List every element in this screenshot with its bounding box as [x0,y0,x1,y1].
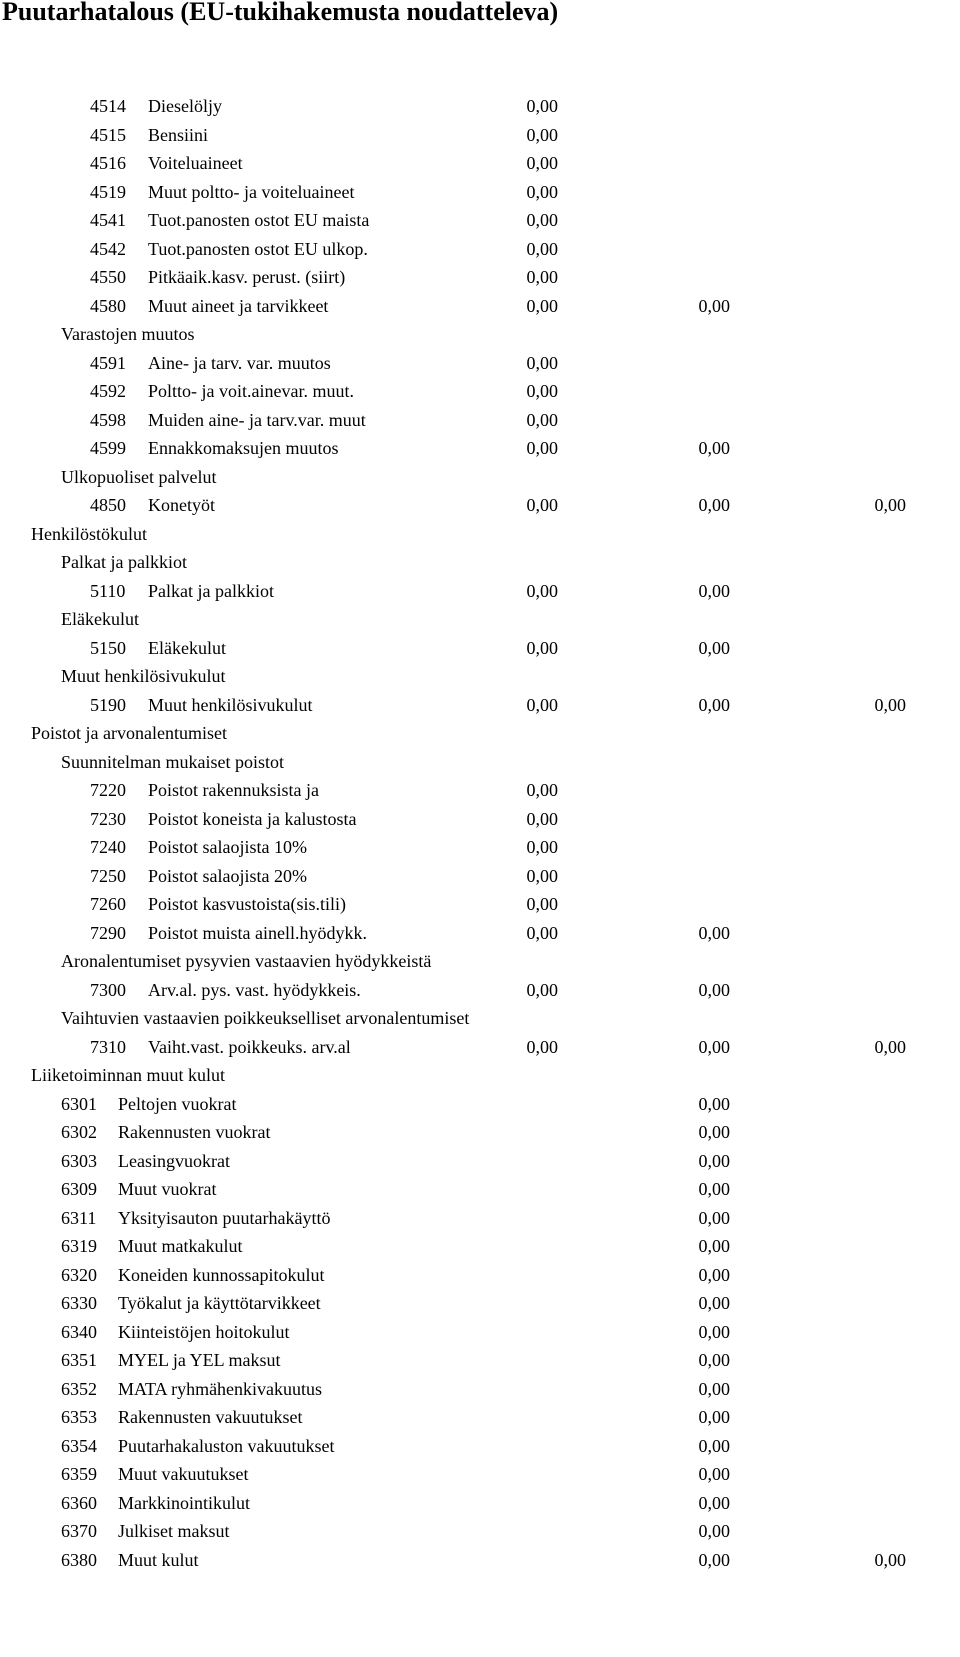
account-name: Muut vuokrat [118,1179,217,1199]
section-heading [0,1004,960,1032]
amount-c2: 0,00 [698,979,730,1000]
account-code: 6319 [61,1236,97,1256]
amount-c2: 0,00 [698,1435,730,1456]
section-title: Poistot ja arvonalentumiset [31,723,227,743]
account-name: Palkat ja palkkiot [148,580,274,601]
account-row [0,491,960,519]
account-code: 6302 [61,1122,97,1142]
account-row [0,862,960,890]
account-name: Tuot.panosten ostot EU ulkop. [148,238,368,259]
account-code: 4580 [90,295,126,316]
amount-c2: 0,00 [698,295,730,316]
account-name: Poistot rakennuksista ja [148,780,319,800]
account-code: 5110 [90,580,126,601]
account-name: Vaiht.vast. poikkeuks. arv.al [148,1036,351,1057]
amount-c2: 0,00 [698,1207,730,1228]
section-title: Eläkekulut [61,609,139,629]
account-row [0,919,960,947]
account-name: Muut matkakulut [118,1236,243,1256]
amount-c1: 0,00 [526,96,558,116]
account-row [0,1118,960,1146]
account-code: 7300 [90,979,126,1000]
account-row [0,577,960,605]
amount-c3: 0,00 [874,1549,906,1570]
account-row [0,1204,960,1232]
account-name: Muut henkilösivukulut [148,694,313,715]
amount-c2: 0,00 [698,694,730,715]
amount-c1: 0,00 [526,894,558,914]
amount-c1: 0,00 [526,267,558,287]
amount-c2: 0,00 [698,1549,730,1570]
amount-c1: 0,00 [526,238,558,259]
amount-c1: 0,00 [526,808,558,829]
account-code: 6301 [61,1093,97,1114]
account-row [0,1232,960,1260]
account-name: Leasingvuokrat [118,1150,230,1171]
account-name: Poistot salaojista 10% [148,837,307,857]
account-row [0,1261,960,1289]
account-code: 5190 [90,694,126,715]
amount-c2: 0,00 [698,1521,730,1541]
page-title: Puutarhatalous (EU-tukihakemusta noudatteleva) [2,0,559,26]
account-name: MATA ryhmähenkivakuutus [118,1378,323,1399]
amount-c3: 0,00 [874,694,906,715]
account-name: Poistot salaojista 20% [148,865,307,886]
account-row [0,206,960,234]
account-row [0,292,960,320]
account-code: 6352 [61,1378,97,1399]
amount-c2: 0,00 [698,1492,730,1513]
account-code: 4598 [90,409,126,430]
account-code: 6359 [61,1464,97,1484]
account-row [0,976,960,1004]
account-name: Poistot muista ainell.hyödykk. [148,922,367,943]
account-row [0,377,960,405]
account-row [0,1460,960,1488]
account-row [0,1033,960,1061]
account-code: 7260 [90,894,126,914]
amount-c1: 0,00 [526,438,558,458]
account-name: Pitkäaik.kasv. perust. (siirt) [148,267,346,287]
account-code: 4515 [90,124,126,145]
account-name: Poistot koneista ja kalustosta [148,808,357,829]
account-code: 6353 [61,1407,97,1427]
account-code: 4516 [90,153,126,173]
section-heading [0,605,960,633]
amount-c2: 0,00 [698,1378,730,1399]
account-name: Voiteluaineet [148,153,243,173]
account-row [0,1175,960,1203]
amount-c1: 0,00 [526,979,558,1000]
account-name: Konetyöt [148,495,215,515]
amount-c2: 0,00 [698,1150,730,1171]
section-title: Vaihtuvien vastaavien poikkeukselliset arvonalentumiset [61,1008,470,1028]
account-row [0,1289,960,1317]
account-name: Työkalut ja käyttötarvikkeet [118,1293,321,1313]
account-row [0,92,960,120]
amount-c1: 0,00 [526,495,558,515]
section-title: Henkilöstökulut [31,523,147,544]
account-name: Puutarhakaluston vakuutukset [118,1435,335,1456]
account-row [0,1318,960,1346]
amount-c1: 0,00 [526,210,558,230]
account-row [0,1517,960,1545]
account-name: Muut kulut [118,1549,199,1570]
section-title: Palkat ja palkkiot [61,552,187,572]
amount-c2: 0,00 [698,1407,730,1427]
account-row [0,178,960,206]
account-code: 7290 [90,922,126,943]
amount-c2: 0,00 [698,1236,730,1256]
section-title: Muut henkilösivukulut [61,666,226,686]
section-heading [0,1061,960,1089]
account-code: 6330 [61,1293,97,1313]
account-name: Markkinointikulut [118,1492,250,1513]
amount-c1: 0,00 [526,780,558,800]
account-code: 6340 [61,1321,97,1342]
account-code: 6351 [61,1350,97,1370]
amount-c2: 0,00 [698,922,730,943]
account-row [0,1403,960,1431]
account-name: Dieselöljy [148,96,222,116]
account-row [0,634,960,662]
account-code: 7220 [90,780,126,800]
amount-c2: 0,00 [698,1179,730,1199]
amount-c1: 0,00 [526,295,558,316]
account-code: 4542 [90,238,126,259]
account-name: MYEL ja YEL maksut [118,1350,281,1370]
account-row [0,890,960,918]
account-row [0,691,960,719]
account-code: 4541 [90,210,126,230]
section-title: Liiketoiminnan muut kulut [31,1065,225,1085]
account-name: Aine- ja tarv. var. muutos [148,352,331,373]
section-heading [0,662,960,690]
account-row [0,406,960,434]
account-code: 4514 [90,96,126,116]
account-row [0,1546,960,1574]
account-row [0,1489,960,1517]
amount-c1: 0,00 [526,381,558,401]
account-code: 7310 [90,1036,126,1057]
amount-c1: 0,00 [526,1036,558,1057]
amount-c2: 0,00 [698,637,730,658]
amount-c3: 0,00 [874,495,906,515]
account-name: Muiden aine- ja tarv.var. muut [148,409,366,430]
amount-c2: 0,00 [698,580,730,601]
amount-c1: 0,00 [526,637,558,658]
account-code: 6380 [61,1549,97,1570]
account-name: Kiinteistöjen hoitokulut [118,1321,290,1342]
account-name: Tuot.panosten ostot EU maista [148,210,370,230]
account-name: Ennakkomaksujen muutos [148,438,339,458]
account-code: 4550 [90,267,126,287]
section-heading [0,748,960,776]
account-row [0,349,960,377]
amount-c2: 0,00 [698,1122,730,1142]
account-row [0,121,960,149]
account-name: Julkiset maksut [118,1521,230,1541]
account-name: Rakennusten vuokrat [118,1122,271,1142]
amount-c3: 0,00 [874,1036,906,1057]
account-row [0,833,960,861]
amount-c2: 0,00 [698,1264,730,1285]
account-name: Poltto- ja voit.ainevar. muut. [148,381,354,401]
account-code: 7250 [90,865,126,886]
section-heading [0,548,960,576]
account-row [0,1432,960,1460]
account-code: 6360 [61,1492,97,1513]
account-row [0,805,960,833]
account-name: Yksityisauton puutarhakäyttö [118,1207,331,1228]
account-name: Arv.al. pys. vast. hyödykkeis. [148,979,361,1000]
account-name: Poistot kasvustoista(sis.tili) [148,894,347,914]
section-title: Varastojen muutos [61,324,195,344]
account-row [0,1147,960,1175]
account-row [0,263,960,291]
amount-c1: 0,00 [526,865,558,886]
amount-c2: 0,00 [698,1321,730,1342]
amount-c1: 0,00 [526,409,558,430]
account-row [0,1346,960,1374]
account-code: 4850 [90,495,126,515]
account-code: 4519 [90,181,126,202]
account-code: 6354 [61,1435,97,1456]
amount-c1: 0,00 [526,694,558,715]
account-code: 4591 [90,352,126,373]
account-code: 6320 [61,1264,97,1285]
amount-c2: 0,00 [698,1464,730,1484]
section-heading [0,463,960,491]
account-row [0,1375,960,1403]
account-code: 6303 [61,1150,97,1171]
amount-c1: 0,00 [526,580,558,601]
account-code: 6309 [61,1179,97,1199]
amount-c2: 0,00 [698,1350,730,1370]
account-name: Bensiini [148,124,209,145]
account-row [0,776,960,804]
account-row [0,1090,960,1118]
account-code: 6370 [61,1521,97,1541]
account-row [0,149,960,177]
account-row [0,434,960,462]
amount-c2: 0,00 [698,438,730,458]
amount-c1: 0,00 [526,922,558,943]
account-name: Muut poltto- ja voiteluaineet [148,181,355,202]
account-name: Muut aineet ja tarvikkeet [148,295,329,316]
account-name: Koneiden kunnossapitokulut [118,1264,325,1285]
section-title: Aronalentumiset pysyvien vastaavien hyödykkeistä [61,951,432,971]
section-title: Suunnitelman mukaiset poistot [61,751,284,772]
section-heading [0,947,960,975]
account-code: 5150 [90,637,126,658]
amount-c1: 0,00 [526,181,558,202]
account-code: 6311 [61,1207,97,1228]
account-row [0,235,960,263]
section-heading [0,719,960,747]
account-code: 7240 [90,837,126,857]
account-code: 4592 [90,381,126,401]
amount-c2: 0,00 [698,495,730,515]
account-name: Muut vakuutukset [118,1464,249,1484]
account-code: 7230 [90,808,126,829]
amount-c2: 0,00 [698,1093,730,1114]
account-name: Rakennusten vakuutukset [118,1407,303,1427]
account-code: 4599 [90,438,126,458]
section-title: Ulkopuoliset palvelut [61,466,217,487]
amount-c2: 0,00 [698,1293,730,1313]
amount-c1: 0,00 [526,837,558,857]
section-heading [0,320,960,348]
account-name: Eläkekulut [148,637,226,658]
account-name: Peltojen vuokrat [118,1093,237,1114]
amount-c1: 0,00 [526,352,558,373]
amount-c2: 0,00 [698,1036,730,1057]
amount-c1: 0,00 [526,153,558,173]
section-heading [0,520,960,548]
amount-c1: 0,00 [526,124,558,145]
